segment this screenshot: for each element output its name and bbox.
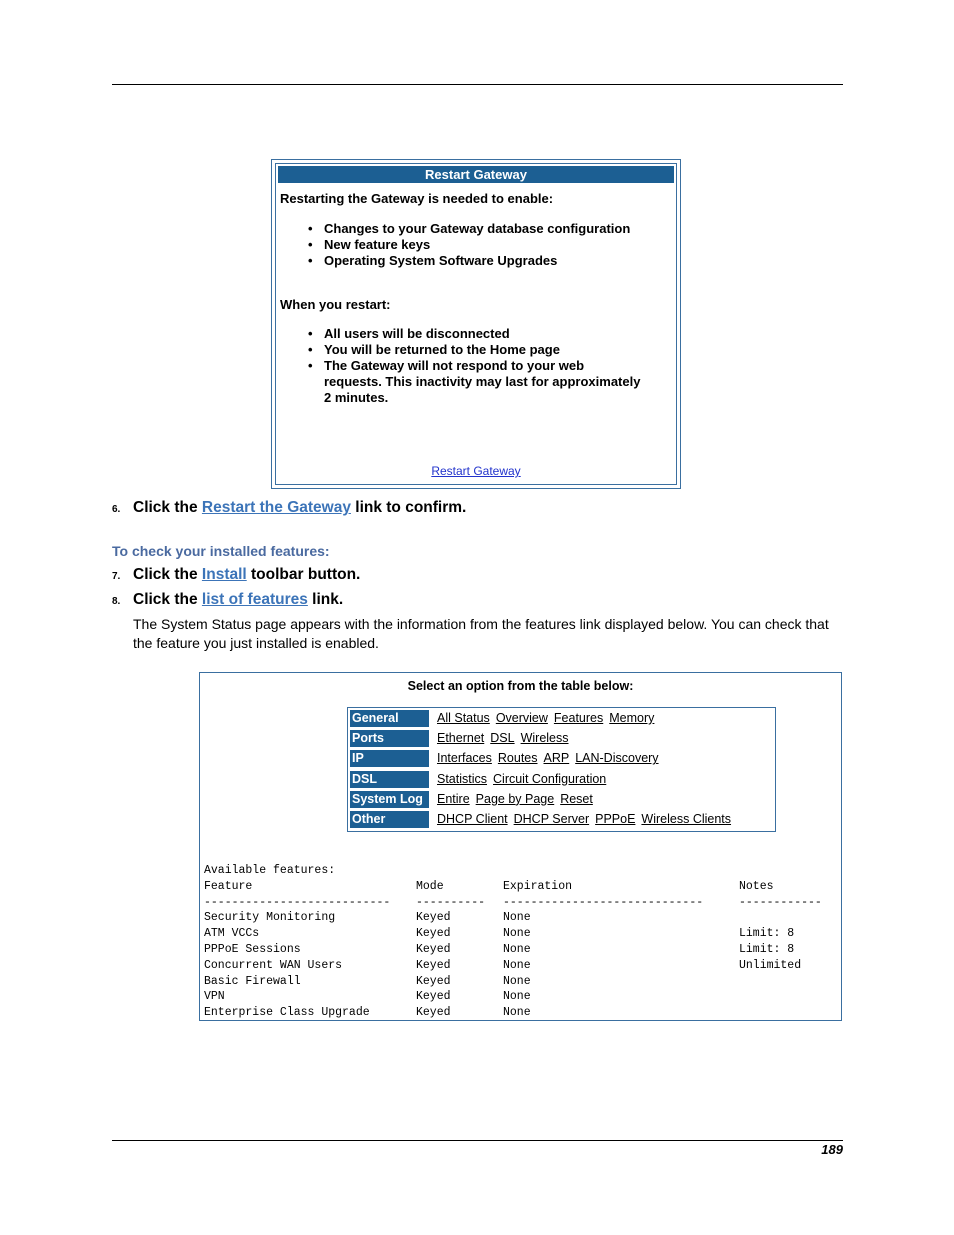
option-row	[350, 750, 773, 768]
column-header: Feature	[204, 879, 253, 893]
feature-cell: None	[503, 1006, 531, 1020]
option-row	[350, 811, 773, 829]
feature-cell: ATM VCCs	[204, 927, 260, 941]
option-link[interactable]: ARP	[543, 751, 570, 766]
option-category: Ports	[350, 730, 429, 747]
restart-gateway-panel	[271, 159, 681, 489]
feature-cell: Keyed	[416, 958, 451, 972]
option-link[interactable]: Interfaces	[437, 751, 492, 766]
column-separator: ----------	[416, 895, 486, 909]
feature-cell: Keyed	[416, 943, 451, 956]
restart-gateway-link[interactable]: Restart Gateway	[431, 464, 521, 478]
column-header: Expiration	[503, 879, 573, 893]
column-separator: ------------	[739, 895, 822, 909]
install-link[interactable]: Install	[201, 566, 247, 583]
restart-heading-enable: Restarting the Gateway is needed to enable:	[280, 191, 554, 206]
option-link[interactable]: All Status	[437, 711, 490, 725]
option-link[interactable]: Wireless	[520, 731, 569, 746]
option-links	[437, 811, 737, 828]
step-text: link to confirm.	[350, 499, 467, 516]
step-text: toolbar button.	[246, 566, 361, 583]
column-separator: -----------------------------	[503, 895, 704, 909]
feature-cell: Keyed	[416, 911, 451, 925]
features-listing	[204, 863, 822, 1020]
feature-cell: Keyed	[416, 1006, 451, 1020]
feature-cell: Keyed	[416, 927, 451, 941]
enable-list	[304, 221, 634, 269]
restart-panel-inner	[275, 163, 677, 485]
feature-cell: None	[503, 943, 531, 956]
feature-cell: None	[503, 911, 531, 925]
step-text: Click the	[133, 591, 202, 608]
list-of-features-link[interactable]: list of features	[201, 591, 308, 608]
option-row	[350, 791, 773, 809]
option-link[interactable]: DHCP Server	[513, 812, 590, 826]
restart-panel-title: Restart Gateway	[278, 166, 674, 183]
section-heading: To check your installed features:	[112, 543, 330, 559]
column-separator: ---------------------------	[204, 895, 391, 909]
feature-cell: None	[503, 927, 531, 941]
step-8	[112, 591, 343, 609]
option-link[interactable]: Entire	[437, 791, 470, 806]
option-category: General	[350, 710, 429, 727]
feature-cell: None	[503, 974, 531, 988]
option-link[interactable]: Features	[553, 711, 604, 725]
step-7	[112, 566, 360, 584]
feature-cell: Unlimited	[739, 958, 802, 972]
step-text: link.	[307, 591, 344, 608]
option-category: DSL	[350, 771, 429, 788]
option-category: System Log	[350, 791, 429, 808]
option-category: Other	[350, 811, 429, 828]
option-link[interactable]: Reset	[560, 791, 593, 806]
list-item: • You will be returned to the Home page	[304, 342, 644, 358]
list-item: • The Gateway will not respond to your web requests. This inactivity may last for approximately 2 minutes.	[304, 358, 644, 406]
feature-cell: Keyed	[416, 974, 451, 988]
footer-rule	[112, 1140, 843, 1141]
option-link[interactable]: DSL	[490, 731, 515, 746]
feature-cell: Keyed	[416, 990, 451, 1004]
list-item: • New feature keys	[304, 237, 634, 253]
step-text: Click the	[133, 499, 202, 516]
option-links	[437, 771, 612, 788]
restart-heading-when: When you restart:	[280, 297, 391, 312]
option-links	[437, 750, 665, 767]
feature-cell: Limit: 8	[739, 927, 795, 941]
option-row	[350, 730, 773, 748]
option-links	[437, 710, 660, 727]
system-status-panel	[199, 672, 842, 1021]
option-links	[437, 791, 599, 808]
feature-cell: Security Monitoring	[204, 911, 336, 925]
step-number: 8.	[112, 596, 121, 607]
list-item: • Operating System Software Upgrades	[304, 253, 634, 269]
option-link[interactable]: Page by Page	[475, 791, 555, 806]
option-link[interactable]: LAN-Discovery	[575, 751, 659, 766]
option-category: IP	[350, 750, 429, 767]
option-links	[437, 730, 575, 747]
option-link[interactable]: Wireless Clients	[641, 812, 732, 826]
features-title: Available features:	[204, 864, 336, 877]
option-link[interactable]: Memory	[609, 711, 655, 725]
step-number: 6.	[112, 504, 121, 515]
feature-cell: PPPoE Sessions	[204, 943, 301, 956]
option-link[interactable]: Routes	[497, 751, 538, 766]
options-table	[347, 707, 776, 832]
step-text: Click the	[133, 566, 202, 583]
step-number: 7.	[112, 571, 121, 582]
feature-cell: None	[503, 990, 531, 1004]
body-paragraph: The System Status page appears with the information from the features link displayed below. You can check that the feature you just installed is enabled.	[133, 616, 829, 651]
list-item: • All users will be disconnected	[304, 326, 644, 342]
status-heading: Select an option from the table below:	[407, 679, 634, 693]
option-link[interactable]: DHCP Client	[437, 812, 508, 826]
option-link[interactable]: Ethernet	[437, 731, 485, 746]
feature-cell: Concurrent WAN Users	[204, 958, 343, 972]
feature-cell: None	[503, 958, 531, 972]
restart-effects-list	[304, 326, 644, 406]
option-row	[350, 771, 773, 789]
header-rule	[112, 84, 843, 85]
option-link[interactable]: PPPoE	[595, 812, 636, 826]
page-number: 189	[821, 1142, 843, 1157]
option-link[interactable]: Circuit Configuration	[493, 771, 607, 786]
restart-the-gateway-link[interactable]: Restart the Gateway	[201, 499, 351, 516]
column-header: Mode	[416, 879, 444, 893]
feature-cell: Enterprise Class Upgrade	[204, 1006, 370, 1020]
list-item: • Changes to your Gateway database configuration	[304, 221, 634, 237]
option-link[interactable]: Overview	[495, 711, 548, 725]
feature-cell: Limit: 8	[739, 943, 795, 956]
step-6	[112, 499, 466, 517]
feature-cell: Basic Firewall	[204, 974, 301, 988]
column-header: Notes	[739, 879, 774, 893]
feature-cell: VPN	[204, 990, 225, 1004]
option-link[interactable]: Statistics	[437, 771, 488, 786]
option-row	[350, 710, 773, 728]
